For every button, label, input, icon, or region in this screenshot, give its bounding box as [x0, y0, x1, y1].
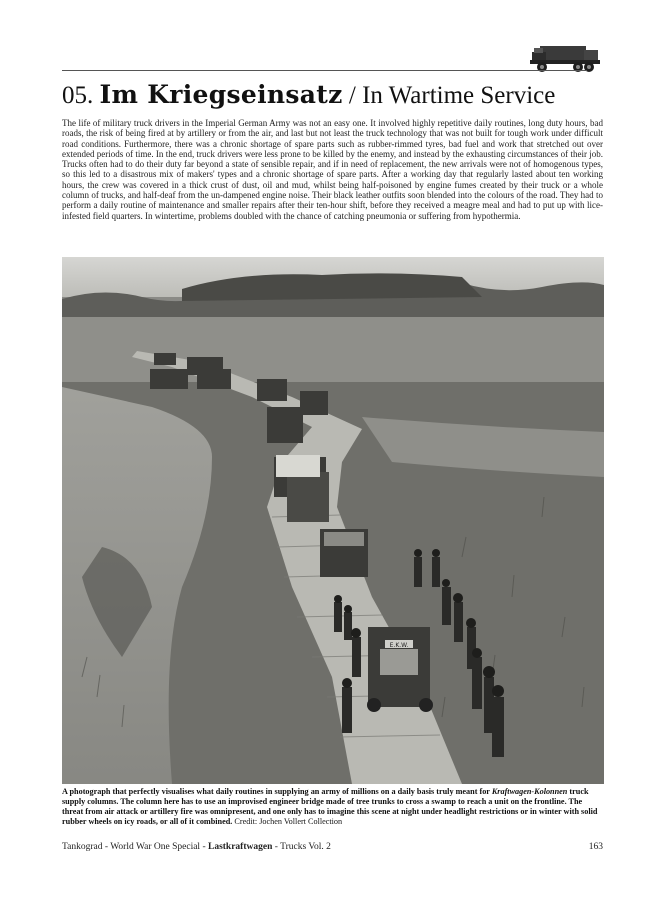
photo-caption	[62, 787, 603, 827]
body-paragraph: The life of military truck drivers in the Imperial German Army was not an easy one. It involved highly repetitive daily routines, long duty hours, bad roads, the risk of being fired at by artillery or from the air, and last but not least the truck technology that was not built for tough work under difficult road conditions. Furthermore, there was a chronic shortage of spare parts such as rubber-rimmed tyres, bad fuel and work that stretched out over extended periods of time. In the end, truck drivers were less prone to be killed by the enemy, and instead by the exhausting circumstances of their job. Trucks often had to do their duty far beyond a state of sensible repair, and if in need of replacement, the new arrivals were not of homogenous types, so this led to a disastrous mix of makers' types and a chronic shortage of spare parts. After a working day that regularly lasted about ten working hours, the crew was covered in a thick crust of dust, oil and mud, whilst being half-poisoned by engine fumes created by their truck or a whole column of trucks, and half-deaf from the un-dampened engine noise. Their black leather outfits soon blended into the colours of the road. They had to perform a daily routine of maintenance and smaller repairs after their ten-hour shift, before they received a meagre meal and had to put up with lice-infested field quarters. In wintertime, problems doubled with the chance of catching pneumonia or suffering from hypothermia.	[62, 118, 603, 221]
title-separator: /	[342, 82, 363, 109]
page-number: 163	[588, 842, 603, 852]
photo-illustration	[62, 257, 604, 784]
title-english: In Wartime Service	[362, 82, 556, 109]
photo-credit: Credit: Jochen Vollert Collection	[234, 817, 343, 826]
page-footer	[62, 842, 603, 852]
title-german: Im Kriegseinsatz	[99, 80, 343, 109]
page-title	[62, 80, 602, 111]
caption-italic-term: Kraftwagen-Kolonnen	[491, 787, 568, 796]
header-rule	[62, 70, 587, 71]
caption-text-1: A photograph that perfectly visualises what daily routines in supplying an army of millions on a daily basis truly meant for	[62, 787, 492, 796]
truck-icon	[526, 40, 604, 74]
footer-bold-title: Lastkraftwagen	[207, 842, 273, 852]
truck-plate-text: E.K.W.	[389, 642, 409, 649]
footer-series	[62, 842, 331, 852]
footer-volume: - Trucks Vol. 2	[272, 842, 331, 852]
historical-photo	[62, 257, 604, 784]
caption-text-2: truck supply columns. The column here has to use an improvised engineer bridge made of tree trunks to cross a swamp to reach a unit on the frontline. The threat from air attack or artillery fire was omnipresent, and one only has to imagine this scene at night under headlight restrictions or in winter with solid rubber wheels on icy roads, or all of it combined.	[62, 787, 598, 826]
footer-series-text: Tankograd - World War One Special -	[62, 842, 208, 852]
chapter-number: 05.	[62, 82, 94, 109]
